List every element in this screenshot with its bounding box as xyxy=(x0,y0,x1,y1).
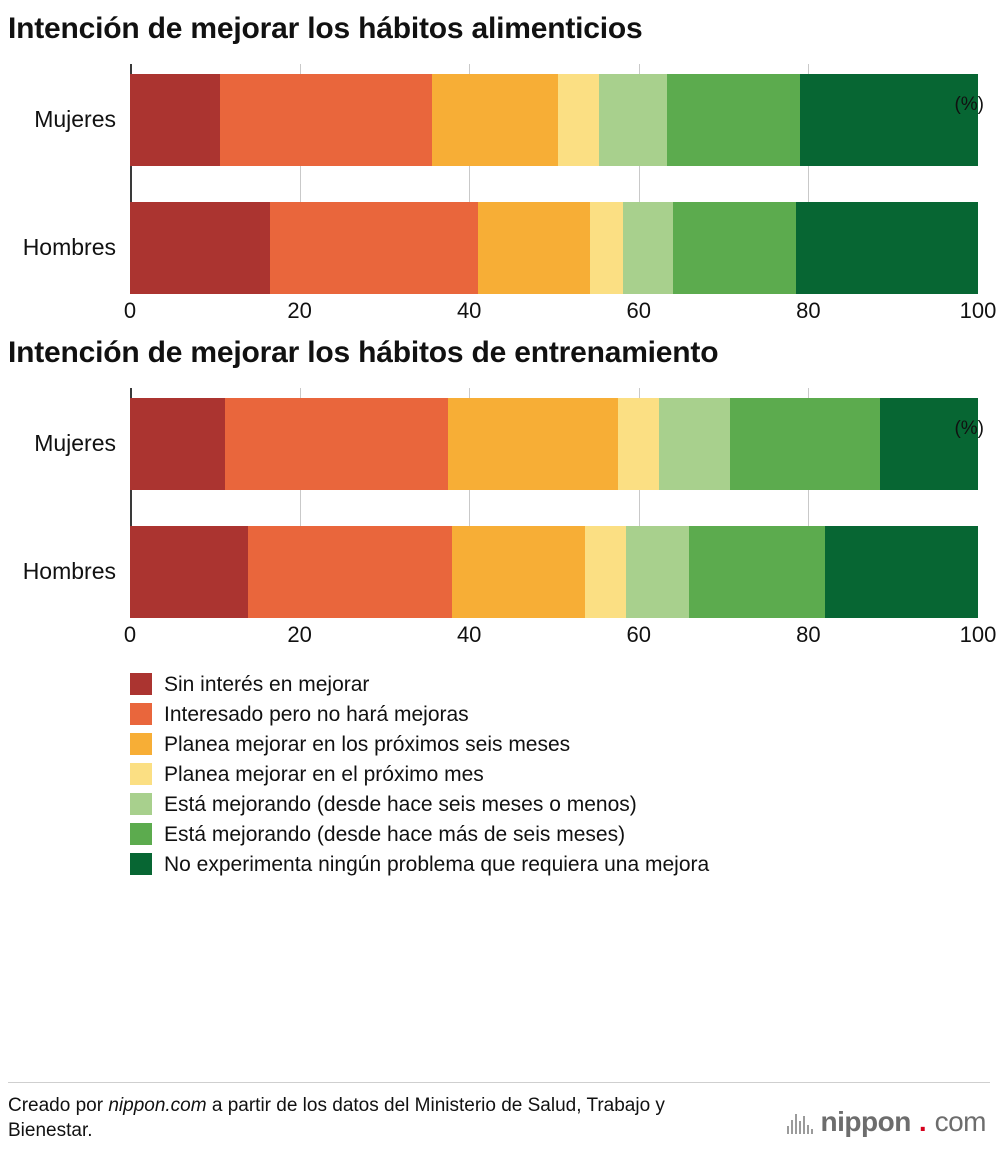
bar-row xyxy=(22,526,978,618)
bar-row xyxy=(34,74,978,166)
bar-segment xyxy=(130,526,248,618)
page-title-2: Intención de mejorar los hábitos de entrenamiento xyxy=(8,336,719,369)
legend-item xyxy=(130,790,1000,818)
legend-item xyxy=(130,820,1000,848)
bar-segment xyxy=(585,526,626,618)
category-label: Mujeres xyxy=(34,106,116,132)
bar-segment xyxy=(452,526,585,618)
legend-swatch xyxy=(130,793,152,815)
bar-segment xyxy=(667,74,800,166)
x-tick-label: 60 xyxy=(626,298,652,323)
page-title: Intención de mejorar los hábitos alimenticios xyxy=(8,12,643,45)
brand-dot: . xyxy=(918,1106,927,1137)
credit-prefix: Creado por xyxy=(8,1094,109,1116)
bar-segment xyxy=(880,398,978,490)
credit-text xyxy=(8,1093,708,1144)
chart-exercise-habits xyxy=(0,294,1000,647)
legend-swatch xyxy=(130,823,152,845)
x-axis-unit-2: (%) xyxy=(954,418,984,439)
credit-source: nippon.com xyxy=(108,1094,207,1116)
x-tick-label: 20 xyxy=(287,298,312,323)
sound-wave-icon xyxy=(787,1112,813,1134)
bar-segment xyxy=(130,74,220,166)
bar-segment xyxy=(130,202,270,294)
x-tick-label: 0 xyxy=(123,622,137,647)
bar-segment xyxy=(448,398,618,490)
x-axis-unit: (%) xyxy=(954,94,984,115)
bar-segment xyxy=(825,526,978,618)
bar-segment xyxy=(130,398,225,490)
bar-segment xyxy=(270,202,478,294)
legend-item xyxy=(130,760,1000,788)
legend-item xyxy=(130,700,1000,728)
bar-segment xyxy=(626,526,689,618)
legend-swatch xyxy=(130,703,152,725)
x-tick-label: 40 xyxy=(456,298,482,323)
legend-label: Planea mejorar en los próximos seis meses xyxy=(164,732,571,756)
category-label: Mujeres xyxy=(34,430,116,456)
x-tick-label: 60 xyxy=(626,622,652,647)
credit-suffix: a partir de los datos del Ministerio de Salud, Trabajo y Bienestar. xyxy=(8,1094,665,1142)
bar-row xyxy=(22,202,978,294)
bar-segment xyxy=(618,398,660,490)
bar-segment xyxy=(599,74,667,166)
bar-segment xyxy=(478,202,590,294)
bar-segment xyxy=(225,398,448,490)
plot-area-food xyxy=(22,64,997,323)
legend-label: No experimenta ningún problema que requiera una mejora xyxy=(164,852,710,876)
chart-food-habits xyxy=(0,0,1000,323)
bar-segment xyxy=(730,398,881,490)
x-tick-label: 80 xyxy=(796,622,821,647)
bar-segment xyxy=(590,202,623,294)
legend-label: Planea mejorar en el próximo mes xyxy=(164,762,484,786)
x-tick-label: 80 xyxy=(796,298,821,323)
legend-swatch xyxy=(130,673,152,695)
bar-segment xyxy=(248,526,452,618)
plot-inner-food xyxy=(22,64,997,323)
x-tick-label: 20 xyxy=(287,622,312,647)
brand-name: nippon xyxy=(820,1106,911,1137)
bar-segment xyxy=(558,74,599,166)
legend-swatch xyxy=(130,733,152,755)
legend-label: Sin interés en mejorar xyxy=(164,672,370,696)
x-tick-label: 100 xyxy=(959,298,997,323)
legend-item xyxy=(130,670,1000,698)
plot-inner-exercise xyxy=(22,388,997,647)
footer xyxy=(0,1072,1000,1158)
x-tick-label: 40 xyxy=(456,622,482,647)
legend-label: Está mejorando (desde hace más de seis meses) xyxy=(164,822,626,846)
legend-item xyxy=(130,730,1000,758)
bar-segment xyxy=(623,202,673,294)
plot-area-exercise xyxy=(22,388,997,647)
bar-segment xyxy=(220,74,432,166)
category-label: Hombres xyxy=(22,234,116,260)
bar-segment xyxy=(432,74,558,166)
bar-segment xyxy=(673,202,797,294)
legend-swatch xyxy=(130,763,152,785)
legend xyxy=(130,670,1000,878)
bar-segment xyxy=(796,202,977,294)
bar-segment xyxy=(689,526,826,618)
bar-segment xyxy=(659,398,729,490)
legend-label: Está mejorando (desde hace seis meses o menos) xyxy=(164,792,637,816)
x-tick-label: 100 xyxy=(959,622,997,647)
brand-logo xyxy=(787,1106,986,1138)
category-label: Hombres xyxy=(22,558,116,584)
x-tick-label: 0 xyxy=(123,298,137,323)
legend-item xyxy=(130,850,1000,878)
bar-row xyxy=(34,398,978,490)
x-tick-labels-exercise xyxy=(123,618,997,652)
legend-label: Interesado pero no hará mejoras xyxy=(164,702,469,726)
brand-tld: com xyxy=(934,1106,986,1137)
footer-divider xyxy=(8,1082,990,1083)
bar-segment xyxy=(800,74,978,166)
legend-swatch xyxy=(130,853,152,875)
